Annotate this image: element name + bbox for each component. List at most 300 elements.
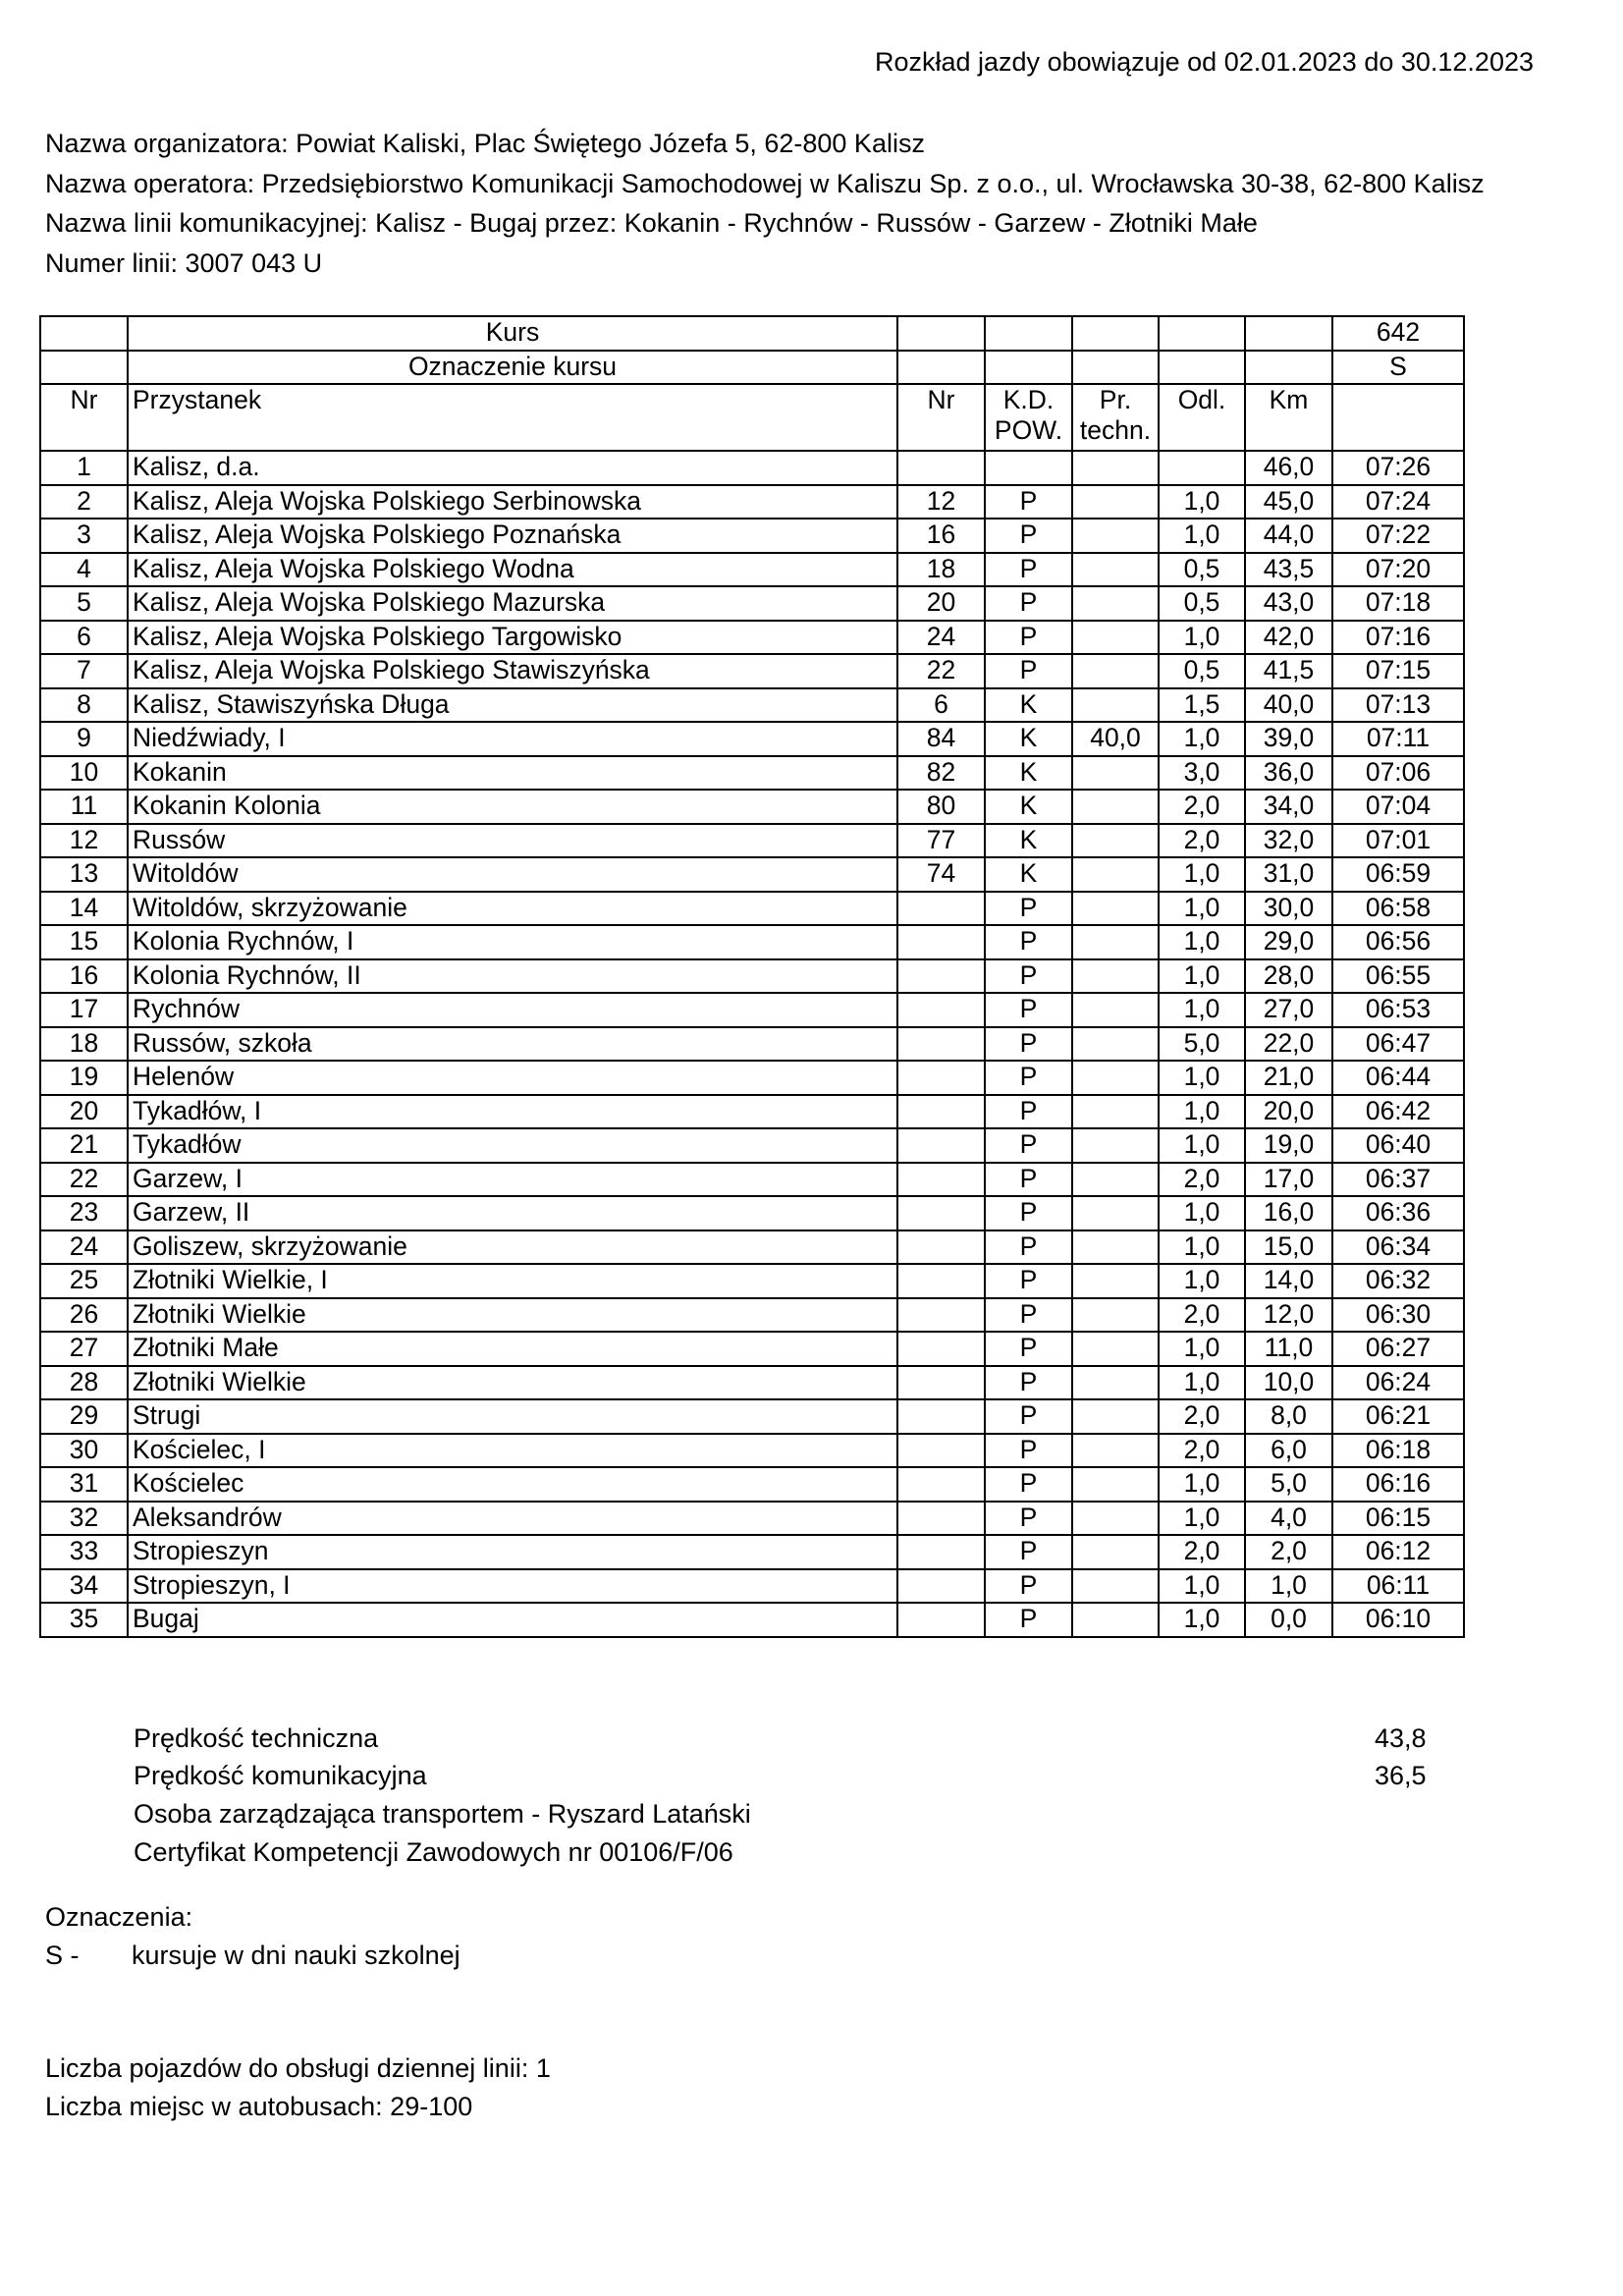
stop-code — [897, 1399, 985, 1434]
segment-distance: 2,0 — [1159, 824, 1245, 858]
departure-time: 06:32 — [1332, 1264, 1464, 1298]
stop-number: 9 — [40, 722, 128, 756]
stop-name: Aleksandrów — [128, 1502, 897, 1536]
table-row — [40, 857, 1464, 892]
stop-name: Helenów — [128, 1061, 897, 1095]
stop-category: K — [985, 756, 1072, 791]
technical-speed-point — [1072, 790, 1159, 824]
segment-distance: 1,0 — [1159, 925, 1245, 959]
technical-speed-point — [1072, 1603, 1159, 1637]
technical-speed-point — [1072, 688, 1159, 723]
stop-category: P — [985, 1095, 1072, 1129]
departure-time: 06:47 — [1332, 1027, 1464, 1062]
stop-category: P — [985, 1502, 1072, 1536]
table-row — [40, 1196, 1464, 1230]
stop-name: Garzew, I — [128, 1163, 897, 1197]
segment-distance: 2,0 — [1159, 1434, 1245, 1468]
seat-count: Liczba miejsc w autobusach: 29-100 — [45, 2092, 473, 2121]
stop-code — [897, 1535, 985, 1569]
table-row — [40, 959, 1464, 994]
table-row — [40, 1061, 1464, 1095]
stop-name: Kalisz, Aleja Wojska Polskiego Mazurska — [128, 586, 897, 621]
stop-category: P — [985, 1264, 1072, 1298]
departure-time: 07:15 — [1332, 654, 1464, 688]
technical-speed-point — [1072, 857, 1159, 892]
legend-title: Oznaczenia: — [45, 1902, 193, 1932]
departure-time: 06:27 — [1332, 1332, 1464, 1366]
table-row — [40, 1230, 1464, 1265]
stop-category: P — [985, 959, 1072, 994]
departure-time: 07:11 — [1332, 722, 1464, 756]
stop-number: 25 — [40, 1264, 128, 1298]
stop-number: 32 — [40, 1502, 128, 1536]
stop-code — [897, 1230, 985, 1265]
distance-km: 43,0 — [1245, 586, 1332, 621]
distance-km: 44,0 — [1245, 519, 1332, 553]
stop-category: P — [985, 1298, 1072, 1333]
stop-category: P — [985, 553, 1072, 587]
stop-code — [897, 1569, 985, 1604]
technical-speed-point — [1072, 654, 1159, 688]
stop-number: 19 — [40, 1061, 128, 1095]
distance-km: 20,0 — [1245, 1095, 1332, 1129]
stop-name: Złotniki Wielkie — [128, 1366, 897, 1400]
stop-code: 24 — [897, 621, 985, 655]
validity-period: Rozkład jazdy obowiązuje od 02.01.2023 do 30.12.2023 — [874, 47, 1534, 77]
header-cell-empty — [1072, 351, 1159, 385]
header-cell-empty — [1159, 316, 1245, 351]
stop-category: P — [985, 1332, 1072, 1366]
distance-km: 11,0 — [1245, 1332, 1332, 1366]
segment-distance: 2,0 — [1159, 1298, 1245, 1333]
stop-code: 77 — [897, 824, 985, 858]
stop-category: P — [985, 925, 1072, 959]
header-cell-empty — [40, 316, 128, 351]
distance-km: 41,5 — [1245, 654, 1332, 688]
distance-km: 46,0 — [1245, 451, 1332, 485]
technical-speed-point: 40,0 — [1072, 722, 1159, 756]
header-cell-empty — [1159, 351, 1245, 385]
distance-km: 29,0 — [1245, 925, 1332, 959]
stop-name: Kalisz, d.a. — [128, 451, 897, 485]
departure-time: 06:40 — [1332, 1128, 1464, 1163]
table-row — [40, 519, 1464, 553]
distance-km: 30,0 — [1245, 892, 1332, 926]
distance-km: 40,0 — [1245, 688, 1332, 723]
stop-category: K — [985, 722, 1072, 756]
legend-desc-s: kursuje w dni nauki szkolnej — [132, 1941, 460, 1970]
departure-time: 07:18 — [1332, 586, 1464, 621]
technical-speed-point — [1072, 993, 1159, 1027]
distance-km: 22,0 — [1245, 1027, 1332, 1062]
technical-speed-point — [1072, 1467, 1159, 1502]
technical-speed-point — [1072, 1230, 1159, 1265]
segment-distance: 5,0 — [1159, 1027, 1245, 1062]
distance-km: 43,5 — [1245, 553, 1332, 587]
technical-speed-point — [1072, 1502, 1159, 1536]
header-cell-empty — [897, 316, 985, 351]
technical-speed-point — [1072, 519, 1159, 553]
segment-distance: 1,0 — [1159, 993, 1245, 1027]
commercial-speed-value: 36,5 — [1375, 1761, 1427, 1790]
distance-km: 4,0 — [1245, 1502, 1332, 1536]
stop-code — [897, 1332, 985, 1366]
table-row — [40, 654, 1464, 688]
transport-manager: Osoba zarządzająca transportem - Ryszard Latański — [134, 1799, 751, 1829]
table-row — [40, 925, 1464, 959]
technical-speed-point — [1072, 485, 1159, 519]
stop-category: P — [985, 1128, 1072, 1163]
table-row — [40, 1128, 1464, 1163]
col-header-kd-pow: K.D. POW. — [985, 384, 1072, 451]
stop-category: P — [985, 654, 1072, 688]
departure-time: 06:53 — [1332, 993, 1464, 1027]
stop-name: Stropieszyn — [128, 1535, 897, 1569]
table-row — [40, 553, 1464, 587]
stop-name: Tykadłów — [128, 1128, 897, 1163]
distance-km: 14,0 — [1245, 1264, 1332, 1298]
stop-code: 84 — [897, 722, 985, 756]
stop-code: 16 — [897, 519, 985, 553]
stop-number: 35 — [40, 1603, 128, 1637]
technical-speed-point — [1072, 959, 1159, 994]
stop-name: Kalisz, Aleja Wojska Polskiego Targowisko — [128, 621, 897, 655]
departure-time: 07:01 — [1332, 824, 1464, 858]
stop-name: Złotniki Małe — [128, 1332, 897, 1366]
table-row — [40, 1332, 1464, 1366]
col-header-km: Km — [1245, 384, 1332, 451]
stop-code: 80 — [897, 790, 985, 824]
stop-code — [897, 1196, 985, 1230]
stop-name: Strugi — [128, 1399, 897, 1434]
segment-distance: 1,0 — [1159, 722, 1245, 756]
stop-number: 2 — [40, 485, 128, 519]
technical-speed-point — [1072, 1332, 1159, 1366]
stop-number: 21 — [40, 1128, 128, 1163]
kurs-label: Kurs — [128, 316, 897, 351]
segment-distance: 1,0 — [1159, 892, 1245, 926]
stop-number: 17 — [40, 993, 128, 1027]
stop-code: 12 — [897, 485, 985, 519]
line-name: Nazwa linii komunikacyjnej: Kalisz - Bugaj przez: Kokanin - Rychnów - Russów - Garzew - Złotniki Małe — [45, 208, 1258, 238]
stop-number: 18 — [40, 1027, 128, 1062]
departure-time: 06:36 — [1332, 1196, 1464, 1230]
stop-code — [897, 451, 985, 485]
stop-name: Kalisz, Aleja Wojska Polskiego Serbinowska — [128, 485, 897, 519]
departure-time: 07:13 — [1332, 688, 1464, 723]
organizer-name: Nazwa organizatora: Powiat Kaliski, Plac Świętego Józefa 5, 62-800 Kalisz — [45, 129, 925, 158]
distance-km: 19,0 — [1245, 1128, 1332, 1163]
stop-number: 27 — [40, 1332, 128, 1366]
stop-category: P — [985, 485, 1072, 519]
distance-km: 1,0 — [1245, 1569, 1332, 1604]
oznaczenie-label: Oznaczenie kursu — [128, 351, 897, 385]
stop-name: Garzew, II — [128, 1196, 897, 1230]
stop-category: P — [985, 993, 1072, 1027]
stop-category: P — [985, 1603, 1072, 1637]
stop-category: P — [985, 621, 1072, 655]
distance-km: 45,0 — [1245, 485, 1332, 519]
departure-time: 06:37 — [1332, 1163, 1464, 1197]
segment-distance: 0,5 — [1159, 654, 1245, 688]
stop-name: Złotniki Wielkie, I — [128, 1264, 897, 1298]
stop-code — [897, 1095, 985, 1129]
header-cell-empty — [985, 316, 1072, 351]
technical-speed-point — [1072, 756, 1159, 791]
table-row — [40, 722, 1464, 756]
header-cell-empty — [40, 351, 128, 385]
distance-km: 42,0 — [1245, 621, 1332, 655]
header-cell-empty — [1072, 316, 1159, 351]
stop-code — [897, 1502, 985, 1536]
technical-speed-point — [1072, 1366, 1159, 1400]
distance-km: 12,0 — [1245, 1298, 1332, 1333]
stop-code — [897, 1366, 985, 1400]
distance-km: 15,0 — [1245, 1230, 1332, 1265]
departure-time: 06:55 — [1332, 959, 1464, 994]
technical-speed-point — [1072, 892, 1159, 926]
stop-number: 29 — [40, 1399, 128, 1434]
table-row — [40, 1027, 1464, 1062]
stop-number: 28 — [40, 1366, 128, 1400]
distance-km: 32,0 — [1245, 824, 1332, 858]
stop-number: 13 — [40, 857, 128, 892]
departure-time: 07:24 — [1332, 485, 1464, 519]
col-header-nr: Nr — [40, 384, 128, 451]
stop-number: 3 — [40, 519, 128, 553]
header-cell-empty — [1245, 351, 1332, 385]
segment-distance: 2,0 — [1159, 790, 1245, 824]
segment-distance: 1,0 — [1159, 1366, 1245, 1400]
stop-code: 18 — [897, 553, 985, 587]
stop-code: 22 — [897, 654, 985, 688]
stop-code — [897, 1298, 985, 1333]
technical-speed-point — [1072, 1264, 1159, 1298]
segment-distance: 1,5 — [1159, 688, 1245, 723]
stop-code — [897, 1027, 985, 1062]
stop-code — [897, 993, 985, 1027]
table-row — [40, 485, 1464, 519]
segment-distance: 1,0 — [1159, 1061, 1245, 1095]
stop-number: 16 — [40, 959, 128, 994]
segment-distance: 1,0 — [1159, 1502, 1245, 1536]
header-cell-empty — [897, 351, 985, 385]
technical-speed-point — [1072, 553, 1159, 587]
stop-number: 33 — [40, 1535, 128, 1569]
segment-distance: 1,0 — [1159, 1569, 1245, 1604]
stop-category: P — [985, 1399, 1072, 1434]
distance-km: 39,0 — [1245, 722, 1332, 756]
segment-distance: 1,0 — [1159, 621, 1245, 655]
distance-km: 2,0 — [1245, 1535, 1332, 1569]
col-header-odl: Odl. — [1159, 384, 1245, 451]
segment-distance: 1,0 — [1159, 959, 1245, 994]
stop-name: Kolonia Rychnów, II — [128, 959, 897, 994]
stop-number: 15 — [40, 925, 128, 959]
technical-speed-point — [1072, 824, 1159, 858]
segment-distance: 1,0 — [1159, 1332, 1245, 1366]
table-row — [40, 790, 1464, 824]
stop-category: P — [985, 1027, 1072, 1062]
technical-speed-point — [1072, 925, 1159, 959]
distance-km: 17,0 — [1245, 1163, 1332, 1197]
competence-certificate: Certyfikat Kompetencji Zawodowych nr 00106/F/06 — [134, 1837, 733, 1867]
departure-time: 06:44 — [1332, 1061, 1464, 1095]
stop-number: 1 — [40, 451, 128, 485]
stop-number: 10 — [40, 756, 128, 791]
stop-category: P — [985, 1569, 1072, 1604]
stop-name: Kalisz, Aleja Wojska Polskiego Stawiszyńska — [128, 654, 897, 688]
technical-speed-label: Prędkość techniczna — [134, 1723, 379, 1753]
stop-code: 6 — [897, 688, 985, 723]
technical-speed-point — [1072, 1434, 1159, 1468]
table-row — [40, 451, 1464, 485]
table-row — [40, 688, 1464, 723]
stop-name: Złotniki Wielkie — [128, 1298, 897, 1333]
table-row — [40, 756, 1464, 791]
stop-category: P — [985, 586, 1072, 621]
stop-category: P — [985, 892, 1072, 926]
distance-km: 8,0 — [1245, 1399, 1332, 1434]
departure-time: 06:58 — [1332, 892, 1464, 926]
stop-name: Bugaj — [128, 1603, 897, 1637]
table-row — [40, 1366, 1464, 1400]
technical-speed-point — [1072, 1095, 1159, 1129]
header-row-columns — [40, 384, 1464, 451]
table-row — [40, 1399, 1464, 1434]
stop-number: 20 — [40, 1095, 128, 1129]
stop-number: 34 — [40, 1569, 128, 1604]
stop-name: Tykadłów, I — [128, 1095, 897, 1129]
departure-time: 07:20 — [1332, 553, 1464, 587]
segment-distance: 0,5 — [1159, 586, 1245, 621]
stop-code — [897, 1163, 985, 1197]
technical-speed-point — [1072, 1163, 1159, 1197]
operator-name: Nazwa operatora: Przedsiębiorstwo Komunikacji Samochodowej w Kaliszu Sp. z o.o., ul. Wrocławska 30-38, 62-800 Kalisz — [45, 169, 1485, 198]
departure-time: 07:22 — [1332, 519, 1464, 553]
stop-name: Russów — [128, 824, 897, 858]
departure-time: 06:16 — [1332, 1467, 1464, 1502]
departure-time: 06:15 — [1332, 1502, 1464, 1536]
stop-name: Stropieszyn, I — [128, 1569, 897, 1604]
stop-category: K — [985, 790, 1072, 824]
departure-time: 06:34 — [1332, 1230, 1464, 1265]
table-row — [40, 1502, 1464, 1536]
stop-code — [897, 1061, 985, 1095]
timetable — [39, 315, 1465, 1638]
table-row — [40, 1298, 1464, 1333]
departure-time: 06:59 — [1332, 857, 1464, 892]
stop-category: K — [985, 857, 1072, 892]
stop-number: 14 — [40, 892, 128, 926]
segment-distance: 3,0 — [1159, 756, 1245, 791]
distance-km: 16,0 — [1245, 1196, 1332, 1230]
segment-distance: 1,0 — [1159, 1603, 1245, 1637]
table-row — [40, 1095, 1464, 1129]
distance-km: 5,0 — [1245, 1467, 1332, 1502]
technical-speed-point — [1072, 1298, 1159, 1333]
technical-speed-point — [1072, 451, 1159, 485]
departure-time: 07:16 — [1332, 621, 1464, 655]
stop-number: 4 — [40, 553, 128, 587]
stop-name: Kokanin — [128, 756, 897, 791]
table-row — [40, 1535, 1464, 1569]
table-row — [40, 824, 1464, 858]
table-row — [40, 1434, 1464, 1468]
stop-name: Niedźwiady, I — [128, 722, 897, 756]
departure-time: 06:56 — [1332, 925, 1464, 959]
technical-speed-point — [1072, 1399, 1159, 1434]
stop-name: Kalisz, Aleja Wojska Polskiego Wodna — [128, 553, 897, 587]
stop-name: Kokanin Kolonia — [128, 790, 897, 824]
stop-name: Goliszew, skrzyżowanie — [128, 1230, 897, 1265]
commercial-speed-label: Prędkość komunikacyjna — [134, 1761, 427, 1790]
stop-name: Kościelec, I — [128, 1434, 897, 1468]
stop-number: 6 — [40, 621, 128, 655]
stop-category: K — [985, 824, 1072, 858]
col-header-pr-techn: Pr. techn. — [1072, 384, 1159, 451]
stop-code — [897, 892, 985, 926]
table-row — [40, 892, 1464, 926]
stop-number: 30 — [40, 1434, 128, 1468]
technical-speed-point — [1072, 586, 1159, 621]
stop-number: 7 — [40, 654, 128, 688]
distance-km: 31,0 — [1245, 857, 1332, 892]
stop-number: 31 — [40, 1467, 128, 1502]
distance-km: 21,0 — [1245, 1061, 1332, 1095]
stop-category: P — [985, 519, 1072, 553]
header-row-kurs — [40, 316, 1464, 351]
stop-category: P — [985, 1061, 1072, 1095]
departure-time: 06:18 — [1332, 1434, 1464, 1468]
segment-distance: 1,0 — [1159, 1230, 1245, 1265]
segment-distance — [1159, 451, 1245, 485]
segment-distance: 1,0 — [1159, 1196, 1245, 1230]
stop-name: Kalisz, Stawiszyńska Długa — [128, 688, 897, 723]
line-number: Numer linii: 3007 043 U — [45, 248, 323, 278]
technical-speed-point — [1072, 1027, 1159, 1062]
kurs-value: 642 — [1332, 316, 1464, 351]
departure-time: 06:30 — [1332, 1298, 1464, 1333]
technical-speed-point — [1072, 1196, 1159, 1230]
departure-time: 07:04 — [1332, 790, 1464, 824]
distance-km: 28,0 — [1245, 959, 1332, 994]
table-row — [40, 1264, 1464, 1298]
stop-code — [897, 1434, 985, 1468]
segment-distance: 1,0 — [1159, 1095, 1245, 1129]
segment-distance: 1,0 — [1159, 857, 1245, 892]
stop-category: P — [985, 1163, 1072, 1197]
stop-name: Witoldów, skrzyżowanie — [128, 892, 897, 926]
col-header-time — [1332, 384, 1464, 451]
header-cell-empty — [1245, 316, 1332, 351]
stop-name: Kolonia Rychnów, I — [128, 925, 897, 959]
departure-time: 06:11 — [1332, 1569, 1464, 1604]
table-row — [40, 1467, 1464, 1502]
stop-category: P — [985, 1366, 1072, 1400]
departure-time: 07:06 — [1332, 756, 1464, 791]
segment-distance: 0,5 — [1159, 553, 1245, 587]
technical-speed-point — [1072, 1061, 1159, 1095]
stop-code: 74 — [897, 857, 985, 892]
segment-distance: 1,0 — [1159, 485, 1245, 519]
stop-category: K — [985, 688, 1072, 723]
stop-category: P — [985, 1230, 1072, 1265]
stop-name: Rychnów — [128, 993, 897, 1027]
stop-category: P — [985, 1196, 1072, 1230]
technical-speed-point — [1072, 1128, 1159, 1163]
technical-speed-point — [1072, 1535, 1159, 1569]
